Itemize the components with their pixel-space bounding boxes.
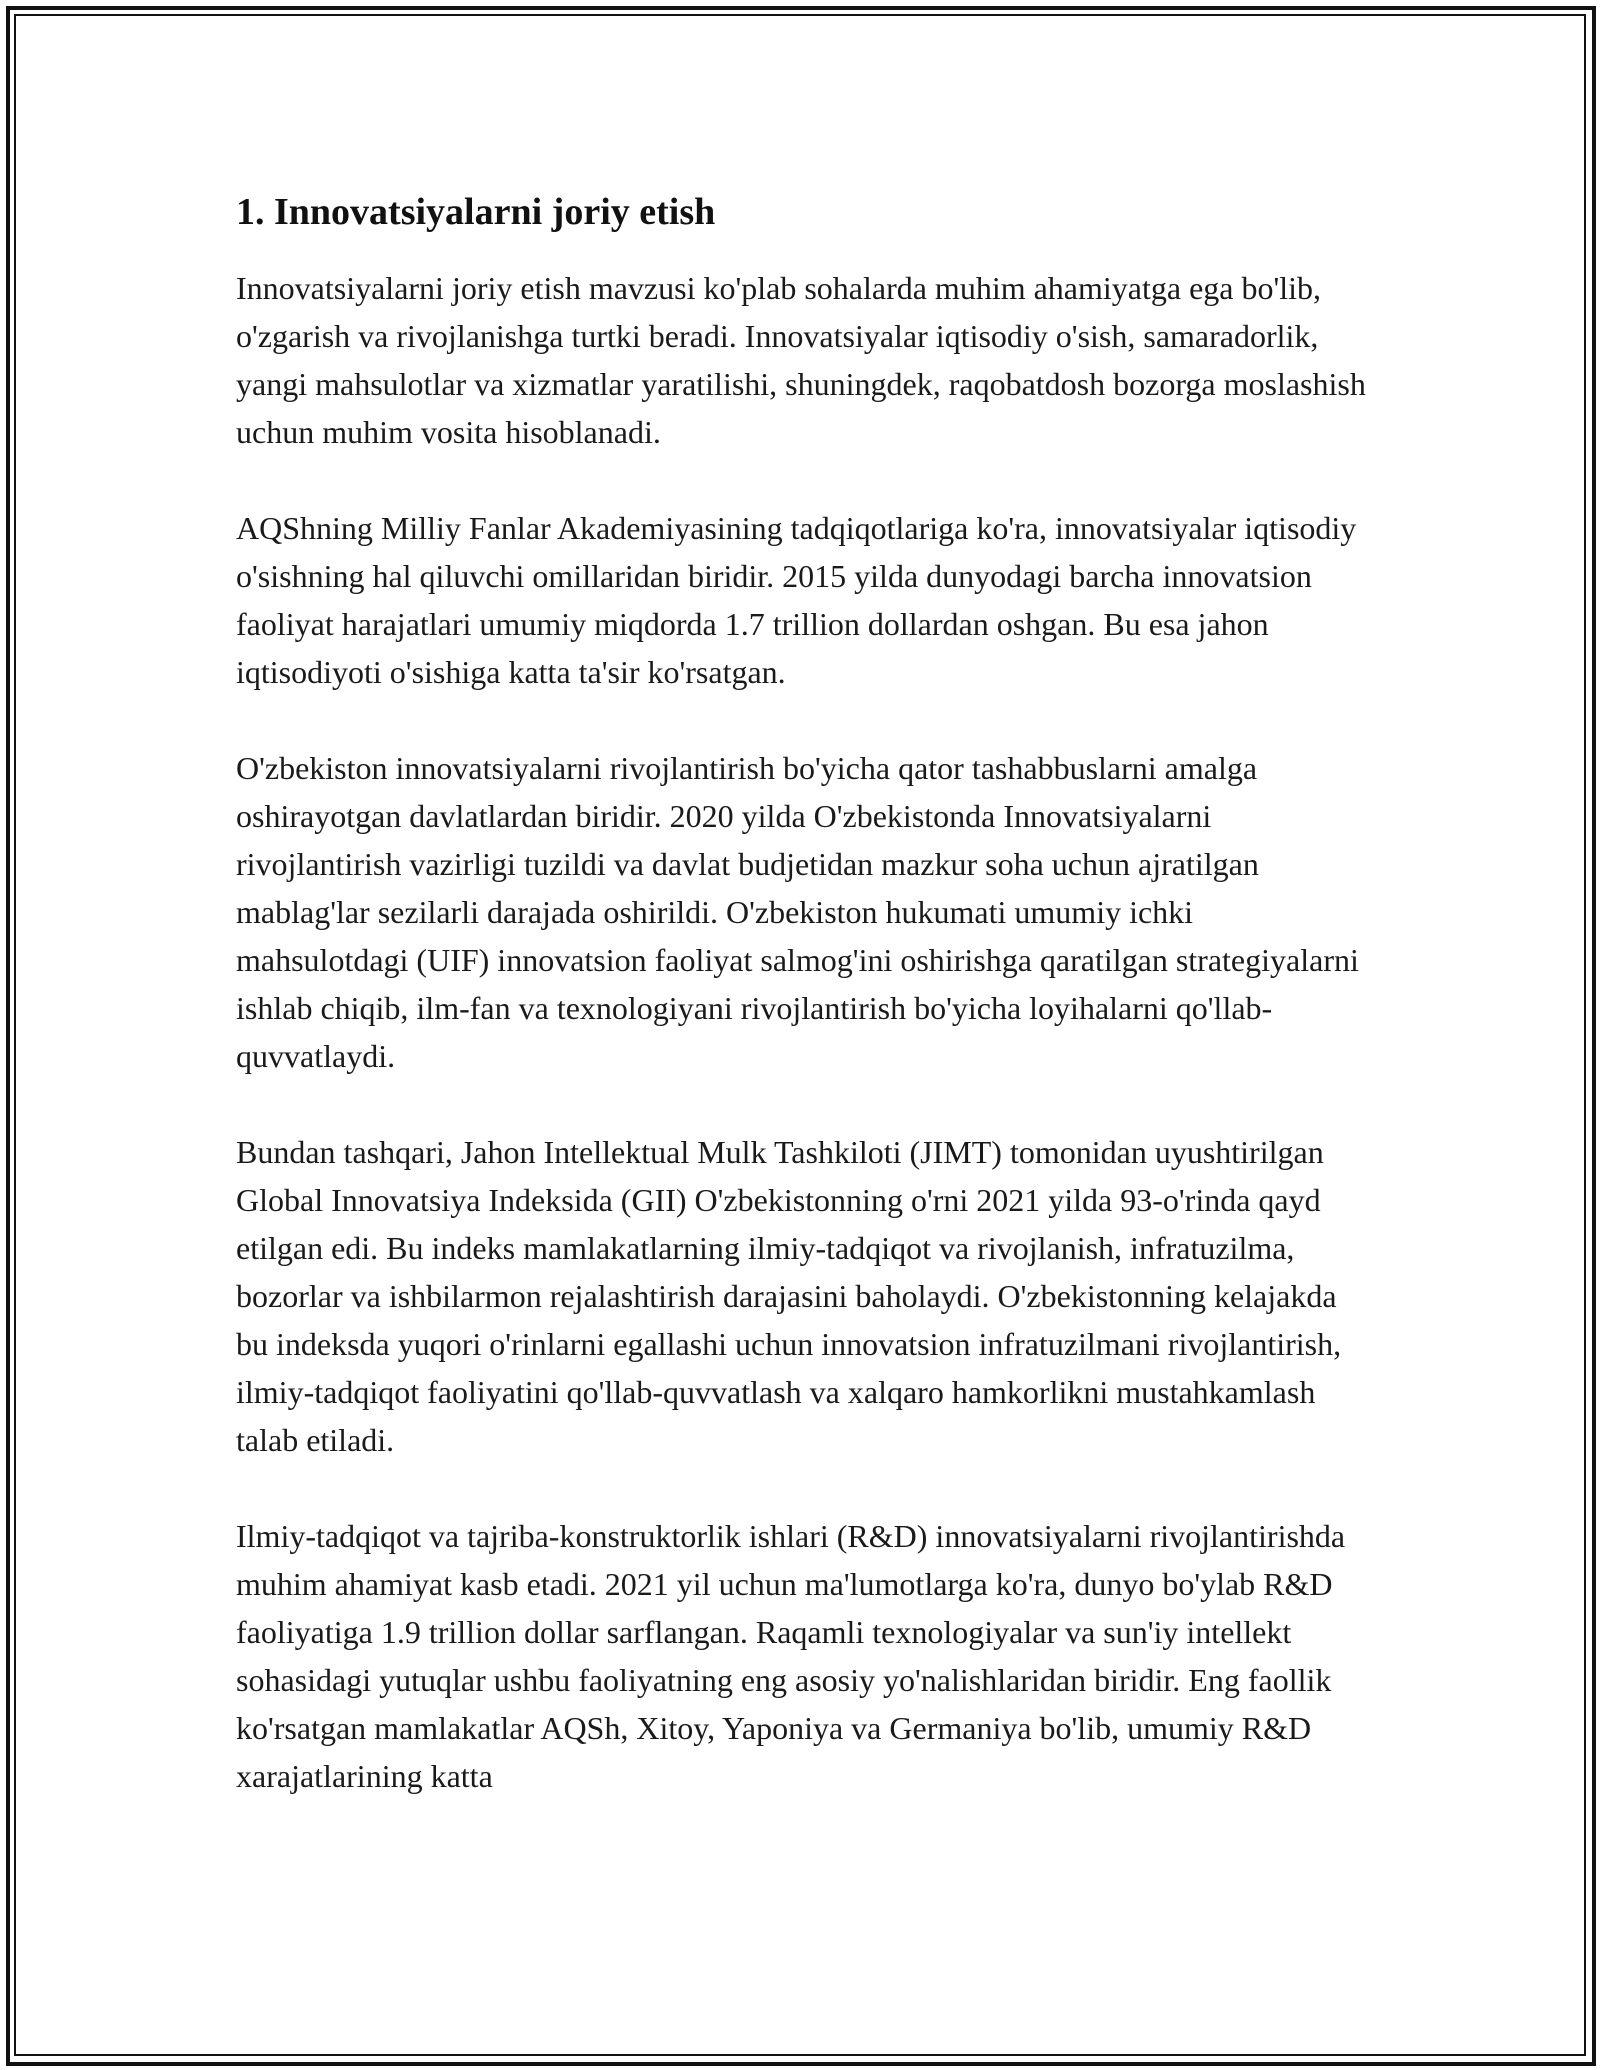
- paragraph-2: AQShning Milliy Fanlar Akademiyasining tadqiqotlariga ko'ra, innovatsiyalar iqtisodiy o'sishning hal qiluvchi omillaridan biridir. 2015 yilda dunyodagi barcha innovatsion faoliyat harajatlari umumiy miqdorda 1.7 trillion dollardan oshgan. Bu esa jahon iqtisodiyoti o'sishiga katta ta'sir ko'rsatgan.: [236, 510, 1357, 690]
- document-body: [236, 188, 1366, 1848]
- paragraph-3: O'zbekiston innovatsiyalarni rivojlantirish bo'yicha qator tashabbuslarni amalga oshirayotgan davlatlardan biridir. 2020 yilda O'zbekistonda Innovatsiyalarni rivojlantirish vazirligi tuzildi va davlat budjetidan mazkur soha uchun ajratilgan mablag'lar sezilarli darajada oshirildi. O'zbekiston hukumati umumiy ichki mahsulotdagi (UIF) innovatsion faoliyat salmog'ini oshirishga qaratilgan strategiyalarni ishlab chiqib, ilm-fan va texnologiyani rivojlantirish bo'yicha loyihalarni qo'llab-quvvatlaydi.: [236, 750, 1359, 1074]
- paragraph-4: Bundan tashqari, Jahon Intellektual Mulk Tashkiloti (JIMT) tomonidan uyushtirilgan Global Innovatsiya Indeksida (GII) O'zbekistonning o'rni 2021 yilda 93-o'rinda qayd etilgan edi. Bu indeks mamlakatlarning ilmiy-tadqiqot va rivojlanish, infratuzilma, bozorlar va ishbilarmon rejalashtirish darajasini baholaydi. O'zbekistonning kelajakda bu indeksda yuqori o'rinlarni egallashi uchun innovatsion infratuzilmani rivojlantirish, ilmiy-tadqiqot faoliyatini qo'llab-quvvatlash va xalqaro hamkorlikni mustahkamlash talab etiladi.: [236, 1134, 1342, 1458]
- paragraph-5: Ilmiy-tadqiqot va tajriba-konstruktorlik ishlari (R&D) innovatsiyalarni rivojlantirishda muhim ahamiyat kasb etadi. 2021 yil uchun ma'lumotlarga ko'ra, dunyo bo'ylab R&D faoliyatiga 1.9 trillion dollar sarflangan. Raqamli texnologiyalar va sun'iy intellekt sohasidagi yutuqlar ushbu faoliyatning eng asosiy yo'nalishlaridan biridir. Eng faollik ko'rsatgan mamlakatlar AQSh, Xitoy, Yaponiya va Germaniya bo'lib, umumiy R&D xarajatlarining katta: [236, 1518, 1346, 1794]
- paragraph-1: Innovatsiyalarni joriy etish mavzusi ko'plab sohalarda muhim ahamiyatga ega bo'lib, o'zgarish va rivojlanishga turtki beradi. Innovatsiyalar iqtisodiy o'sish, samaradorlik, yangi mahsulotlar va xizmatlar yaratilishi, shuningdek, raqobatdosh bozorga moslashish uchun muhim vosita hisoblanadi.: [236, 270, 1366, 450]
- section-heading: 1. Innovatsiyalarni joriy etish: [236, 191, 716, 233]
